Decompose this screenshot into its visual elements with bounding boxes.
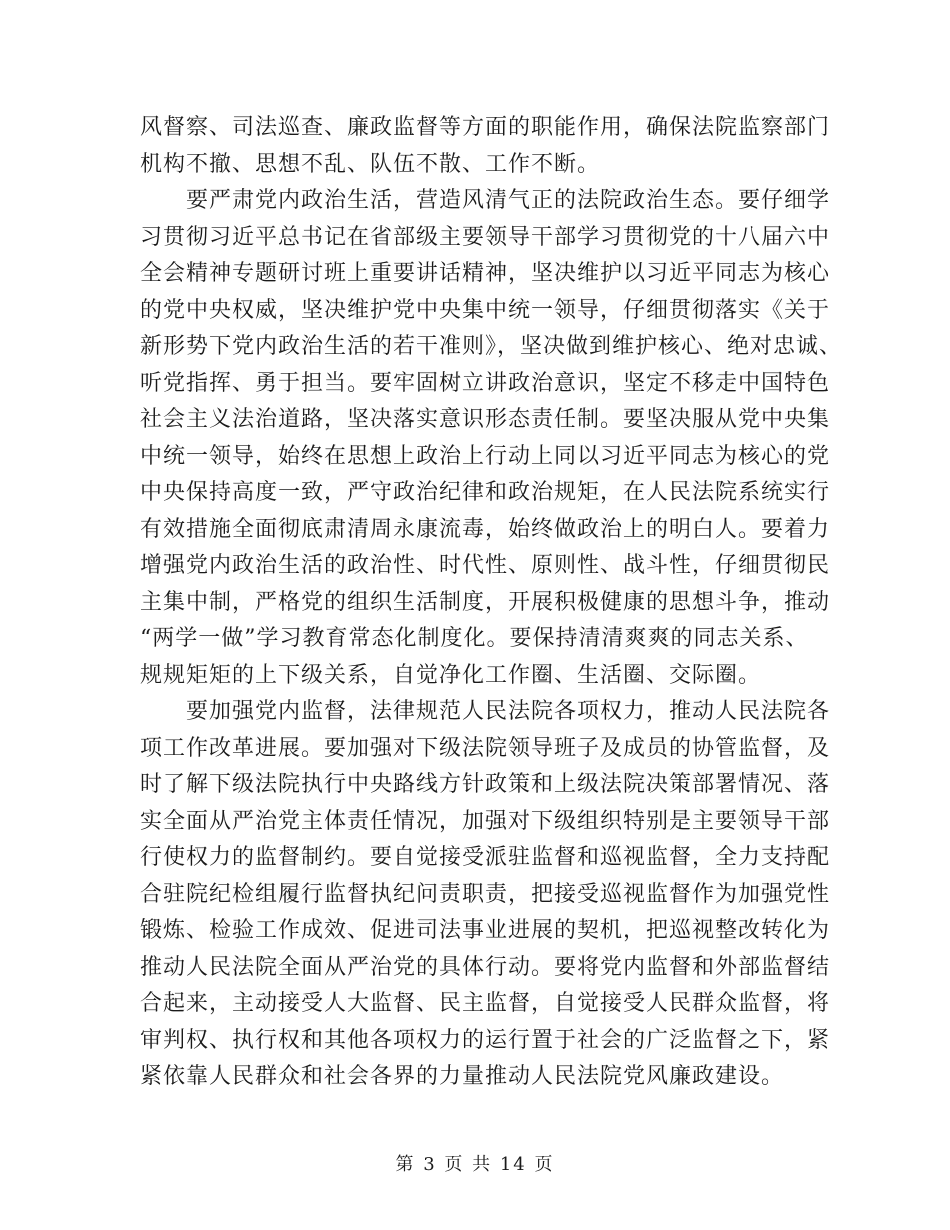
text-line: “两学一做”学习教育常态化制度化。要保持清清爽爽的同志关系、 [140, 626, 809, 651]
text-line: 推动人民法院全面从严治党的具体行动。要将党内监督和外部监督结 [140, 954, 831, 980]
paragraph-start-line: 要加强党内监督，法律规范人民法院各项权力，推动人民法院各 [186, 699, 831, 724]
text-line: 有效措施全面彻底肃清周永康流毒，始终做政治上的明白人。要着力 [140, 516, 831, 542]
text-line: 中统一领导，始终在思想上政治上行动上同以习近平同志为核心的党 [140, 443, 831, 469]
text-line: 紧依靠人民群众和社会各界的力量推动人民法院党风廉政建设。 [140, 1064, 785, 1089]
text-line: 审判权、执行权和其他各项权力的运行置于社会的广泛监督之下，紧 [140, 1027, 831, 1053]
text-line: 增强党内政治生活的政治性、时代性、原则性、战斗性，仔细贯彻民 [140, 553, 831, 578]
paragraph-start-line: 要严肃党内政治生活，营造风清气正的法院政治生态。要仔细学 [186, 188, 831, 213]
text-line: 主集中制，严格党的组织生活制度，开展积极健康的思想斗争，推动 [140, 589, 831, 615]
text-line: 行使权力的监督制约。要自觉接受派驻监督和巡视监督，全力支持配 [140, 845, 831, 870]
text-line: 全会精神专题研讨班上重要讲话精神，坚决维护以习近平同志为核心 [140, 261, 831, 286]
text-line: 时了解下级法院执行中央路线方针政策和上级法院决策部署情况、落 [140, 772, 831, 797]
text-line: 机构不撤、思想不乱、队伍不散、工作不断。 [140, 151, 601, 177]
text-line: 社会主义法治道路，坚决落实意识形态责任制。要坚决服从党中央集 [140, 407, 831, 432]
text-line: 的党中央权威，坚决维护党中央集中统一领导，仔细贯彻落实《关于 [140, 297, 831, 323]
text-line: 新形势下党内政治生活的若干准则》，坚决做到维护核心、绝对忠诚、 [140, 334, 843, 359]
text-line: 合驻院纪检组履行监督执纪问责职责，把接受巡视监督作为加强党性 [140, 881, 831, 907]
page-number-footer: 第 3 页 共 14 页 [395, 1154, 555, 1175]
text-line: 项工作改革进展。要加强对下级法院领导班子及成员的协管监督，及 [140, 735, 831, 761]
text-line: 实全面从严治党主体责任情况，加强对下级组织特别是主要领导干部 [140, 808, 831, 834]
text-line: 习贯彻习近平总书记在省部级主要领导干部学习贯彻党的十八届六中 [140, 224, 831, 250]
text-line: 听党指挥、勇于担当。要牢固树立讲政治意识，坚定不移走中国特色 [140, 370, 831, 396]
text-line: 中央保持高度一致，严守政治纪律和政治规矩，在人民法院系统实行 [140, 480, 831, 505]
text-line: 锻炼、检验工作成效、促进司法事业进展的契机，把巡视整改转化为 [140, 918, 831, 943]
text-line: 合起来，主动接受人大监督、民主监督，自觉接受人民群众监督，将 [140, 991, 831, 1016]
text-line: 风督察、司法巡查、廉政监督等方面的职能作用，确保法院监察部门 [140, 115, 831, 140]
text-line: 规规矩矩的上下级关系，自觉净化工作圈、生活圈、交际圈。 [140, 662, 762, 688]
document-body [140, 110, 843, 1096]
